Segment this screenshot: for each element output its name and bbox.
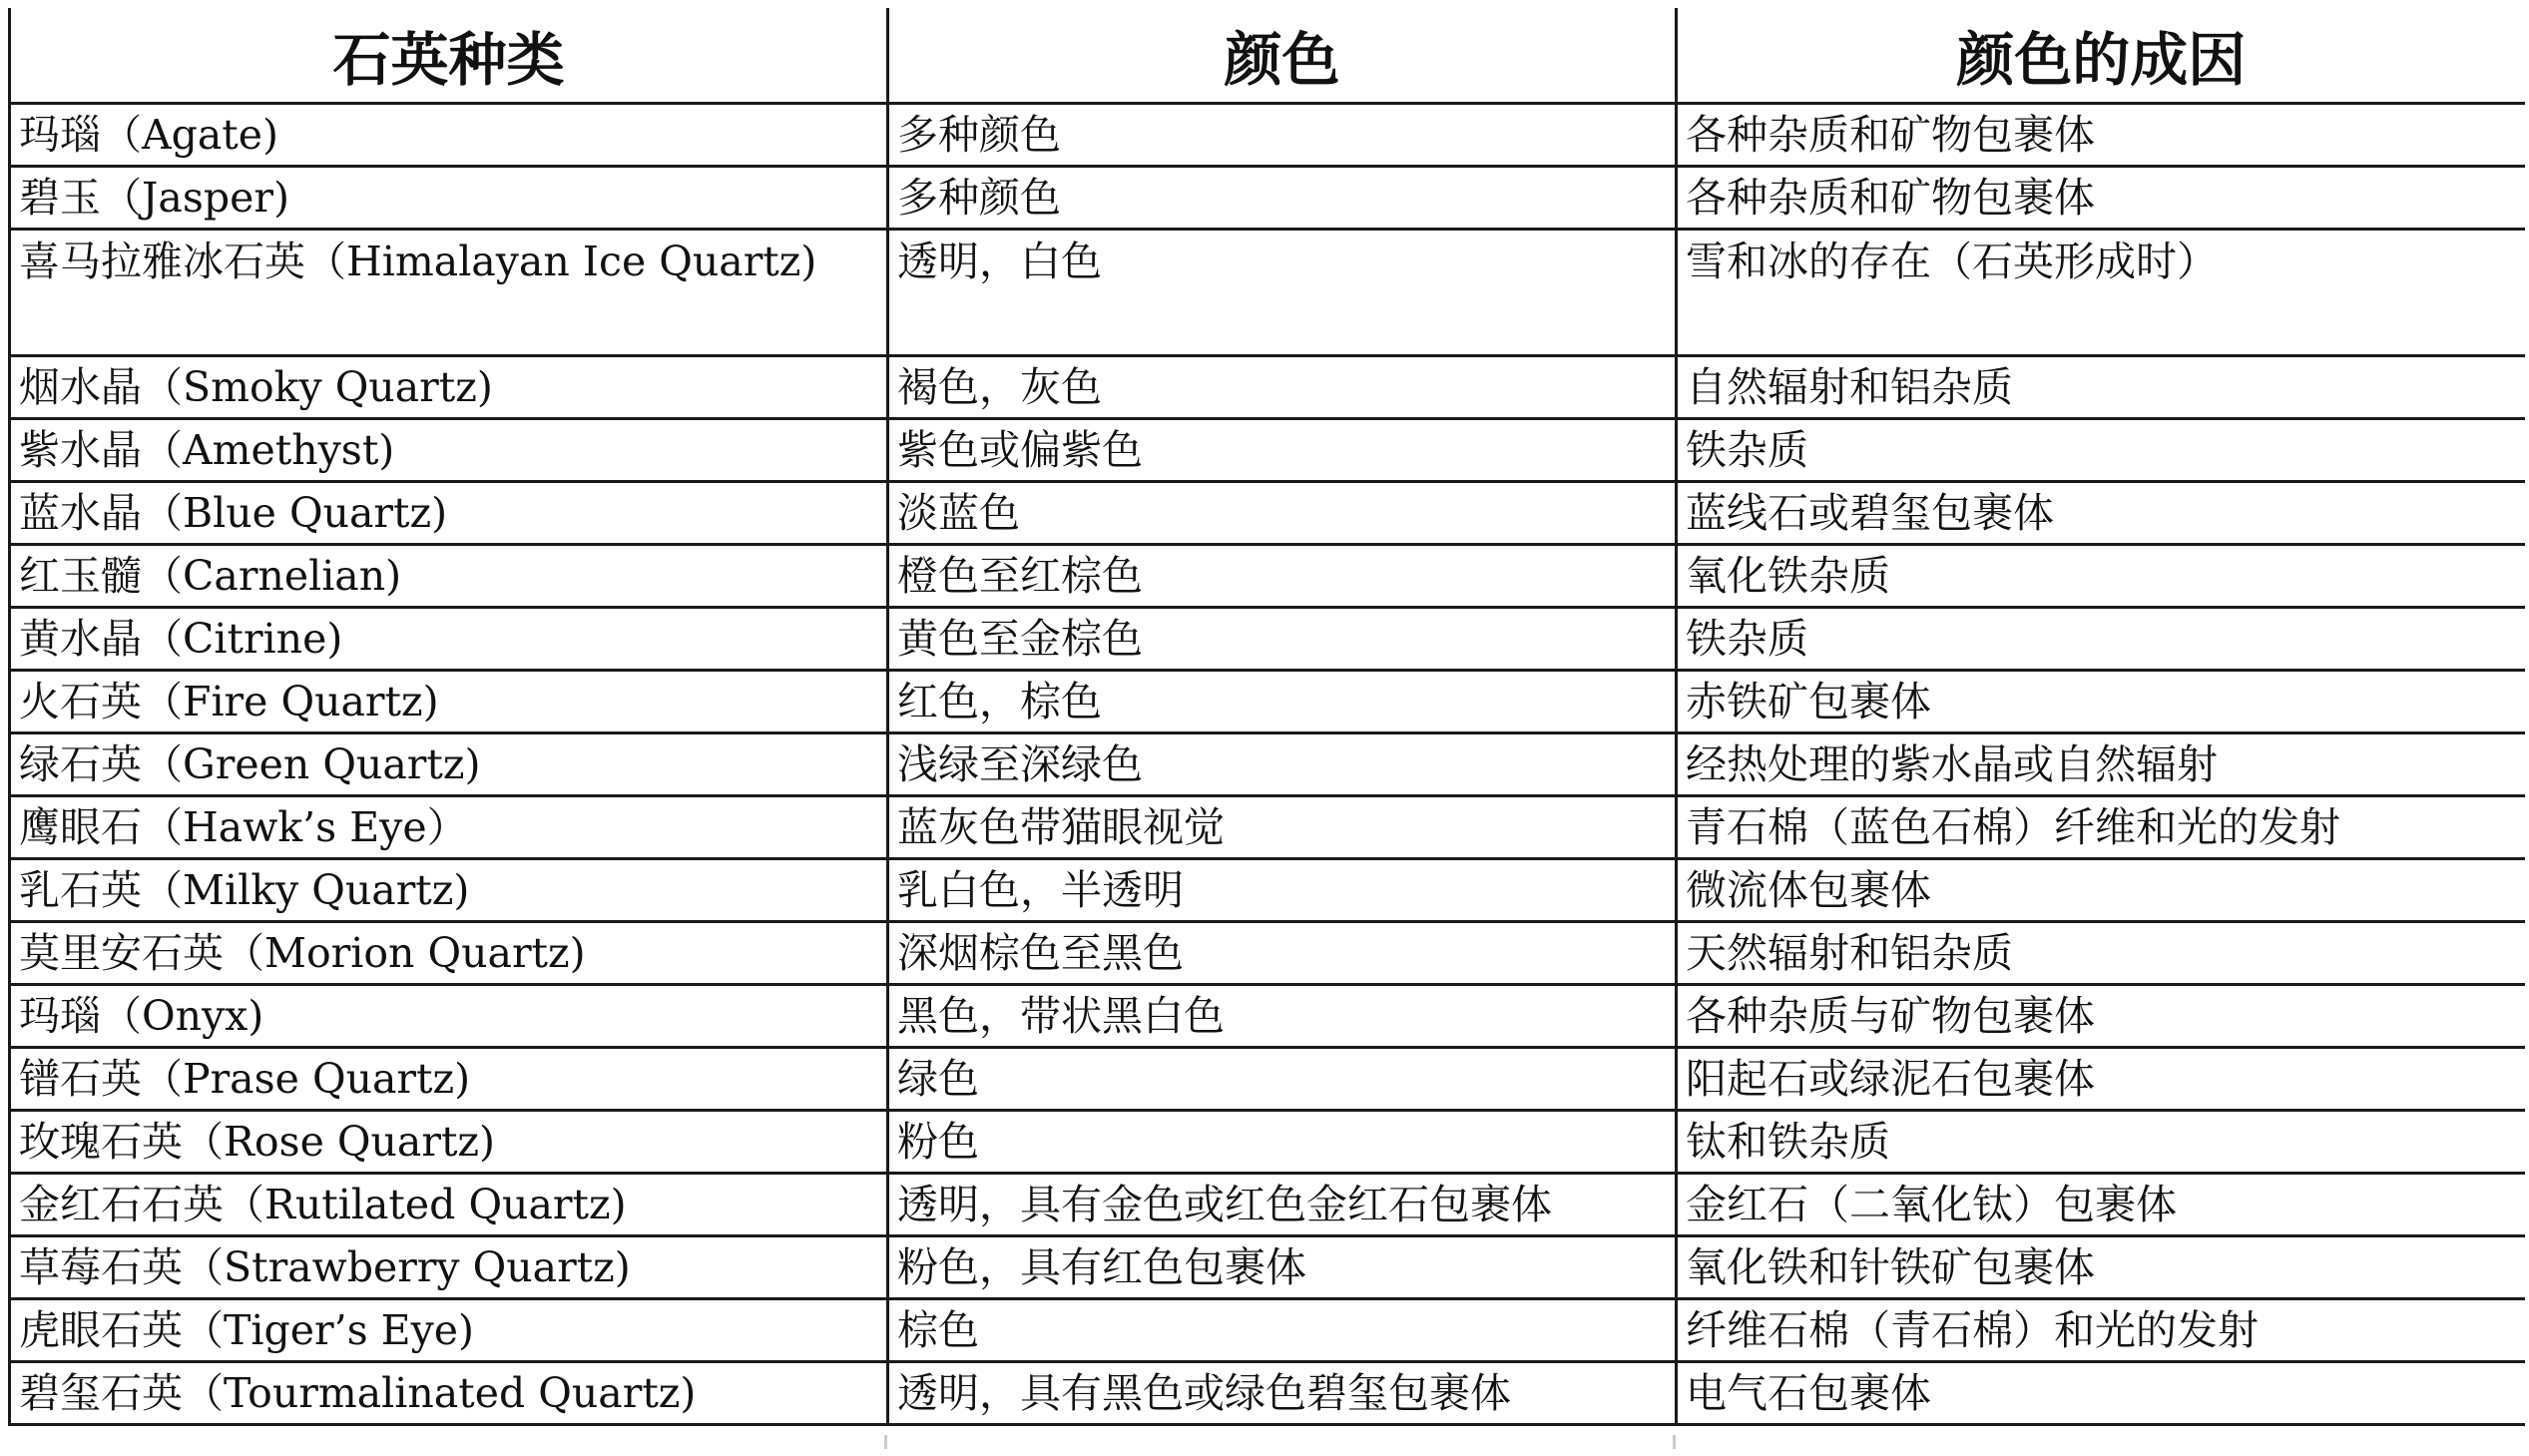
cell-color: 粉色 bbox=[888, 1111, 1677, 1174]
table-row bbox=[10, 419, 2525, 482]
cell-quartz-type: 金红石石英（Rutilated Quartz) bbox=[10, 1174, 888, 1236]
table-row bbox=[10, 482, 2525, 545]
cell-quartz-type: 黄水晶（Citrine) bbox=[10, 608, 888, 671]
table-row bbox=[10, 1111, 2525, 1174]
table-row bbox=[10, 167, 2525, 230]
table-row bbox=[10, 796, 2525, 859]
cell-quartz-type: 草莓石英（Strawberry Quartz) bbox=[10, 1236, 888, 1299]
table-row bbox=[10, 922, 2525, 985]
cell-color-cause: 自然辐射和铝杂质 bbox=[1677, 356, 2525, 419]
cell-color: 乳白色，半透明 bbox=[888, 859, 1677, 922]
cell-quartz-type: 绿石英（Green Quartz) bbox=[10, 733, 888, 796]
cell-color-cause: 阳起石或绿泥石包裹体 bbox=[1677, 1048, 2525, 1111]
cell-quartz-type: 虎眼石英（Tiger’s Eye) bbox=[10, 1299, 888, 1362]
cell-quartz-type: 莫里安石英（Morion Quartz) bbox=[10, 922, 888, 985]
table-row bbox=[10, 1174, 2525, 1236]
table-row bbox=[10, 356, 2525, 419]
table-row bbox=[10, 1299, 2525, 1362]
cell-color: 紫色或偏紫色 bbox=[888, 419, 1677, 482]
header-color: 颜色 bbox=[888, 8, 1677, 104]
quartz-table-sheet bbox=[8, 8, 2523, 1435]
table-row bbox=[10, 1362, 2525, 1425]
table-row bbox=[10, 545, 2525, 608]
cell-quartz-type: 玛瑙（Onyx) bbox=[10, 985, 888, 1048]
table-row bbox=[10, 608, 2525, 671]
cell-quartz-type: 紫水晶（Amethyst) bbox=[10, 419, 888, 482]
cell-color-cause: 氧化铁和针铁矿包裹体 bbox=[1677, 1236, 2525, 1299]
cell-quartz-type: 喜马拉雅冰石英（Himalayan Ice Quartz) bbox=[10, 230, 888, 356]
cell-color: 黄色至金棕色 bbox=[888, 608, 1677, 671]
cell-quartz-type: 火石英（Fire Quartz) bbox=[10, 671, 888, 733]
table-row bbox=[10, 230, 2525, 356]
cell-color-cause: 铁杂质 bbox=[1677, 608, 2525, 671]
table-row bbox=[10, 859, 2525, 922]
cell-quartz-type: 蓝水晶（Blue Quartz) bbox=[10, 482, 888, 545]
header-color-cause: 颜色的成因 bbox=[1677, 8, 2525, 104]
table-row bbox=[10, 1236, 2525, 1299]
cell-color: 透明，白色 bbox=[888, 230, 1677, 356]
cell-quartz-type: 红玉髓（Carnelian) bbox=[10, 545, 888, 608]
column-divider-stub bbox=[884, 1435, 887, 1449]
header-quartz-type: 石英种类 bbox=[10, 8, 888, 104]
cell-color-cause: 电气石包裹体 bbox=[1677, 1362, 2525, 1425]
cell-color: 红色，棕色 bbox=[888, 671, 1677, 733]
cell-quartz-type: 碧玺石英（Tourmalinated Quartz) bbox=[10, 1362, 888, 1425]
cell-color-cause: 天然辐射和铝杂质 bbox=[1677, 922, 2525, 985]
quartz-color-table bbox=[8, 8, 2525, 1426]
cell-color: 淡蓝色 bbox=[888, 482, 1677, 545]
cell-color: 棕色 bbox=[888, 1299, 1677, 1362]
cell-color: 黑色，带状黑白色 bbox=[888, 985, 1677, 1048]
cell-quartz-type: 碧玉（Jasper) bbox=[10, 167, 888, 230]
cell-color-cause: 赤铁矿包裹体 bbox=[1677, 671, 2525, 733]
table-row bbox=[10, 733, 2525, 796]
cell-color-cause: 各种杂质和矿物包裹体 bbox=[1677, 167, 2525, 230]
cell-color-cause: 微流体包裹体 bbox=[1677, 859, 2525, 922]
cell-color: 多种颜色 bbox=[888, 104, 1677, 167]
table-row bbox=[10, 1048, 2525, 1111]
cell-quartz-type: 烟水晶（Smoky Quartz) bbox=[10, 356, 888, 419]
cell-color: 多种颜色 bbox=[888, 167, 1677, 230]
cell-color: 透明，具有金色或红色金红石包裹体 bbox=[888, 1174, 1677, 1236]
cell-color: 粉色，具有红色包裹体 bbox=[888, 1236, 1677, 1299]
cell-color-cause: 各种杂质和矿物包裹体 bbox=[1677, 104, 2525, 167]
cell-color-cause: 纤维石棉（青石棉）和光的发射 bbox=[1677, 1299, 2525, 1362]
table-row bbox=[10, 985, 2525, 1048]
cell-color-cause: 青石棉（蓝色石棉）纤维和光的发射 bbox=[1677, 796, 2525, 859]
cell-color-cause: 氧化铁杂质 bbox=[1677, 545, 2525, 608]
cell-color-cause: 铁杂质 bbox=[1677, 419, 2525, 482]
cell-quartz-type: 镨石英（Prase Quartz) bbox=[10, 1048, 888, 1111]
cell-color-cause: 经热处理的紫水晶或自然辐射 bbox=[1677, 733, 2525, 796]
column-divider-stub bbox=[1673, 1435, 1676, 1449]
cell-color: 橙色至红棕色 bbox=[888, 545, 1677, 608]
cell-color-cause: 雪和冰的存在（石英形成时） bbox=[1677, 230, 2525, 356]
cell-quartz-type: 玛瑙（Agate) bbox=[10, 104, 888, 167]
cell-color: 蓝灰色带猫眼视觉 bbox=[888, 796, 1677, 859]
cell-color: 褐色，灰色 bbox=[888, 356, 1677, 419]
cell-quartz-type: 玫瑰石英（Rose Quartz) bbox=[10, 1111, 888, 1174]
cell-color-cause: 各种杂质与矿物包裹体 bbox=[1677, 985, 2525, 1048]
table-row bbox=[10, 104, 2525, 167]
cell-color: 绿色 bbox=[888, 1048, 1677, 1111]
table-header-row bbox=[10, 8, 2525, 104]
cell-color: 浅绿至深绿色 bbox=[888, 733, 1677, 796]
cell-quartz-type: 乳石英（Milky Quartz) bbox=[10, 859, 888, 922]
cell-color: 透明，具有黑色或绿色碧玺包裹体 bbox=[888, 1362, 1677, 1425]
cell-color: 深烟棕色至黑色 bbox=[888, 922, 1677, 985]
table-row bbox=[10, 671, 2525, 733]
cell-color-cause: 蓝线石或碧玺包裹体 bbox=[1677, 482, 2525, 545]
cell-color-cause: 金红石（二氧化钛）包裹体 bbox=[1677, 1174, 2525, 1236]
cell-quartz-type: 鹰眼石（Hawk’s Eye） bbox=[10, 796, 888, 859]
cell-color-cause: 钛和铁杂质 bbox=[1677, 1111, 2525, 1174]
